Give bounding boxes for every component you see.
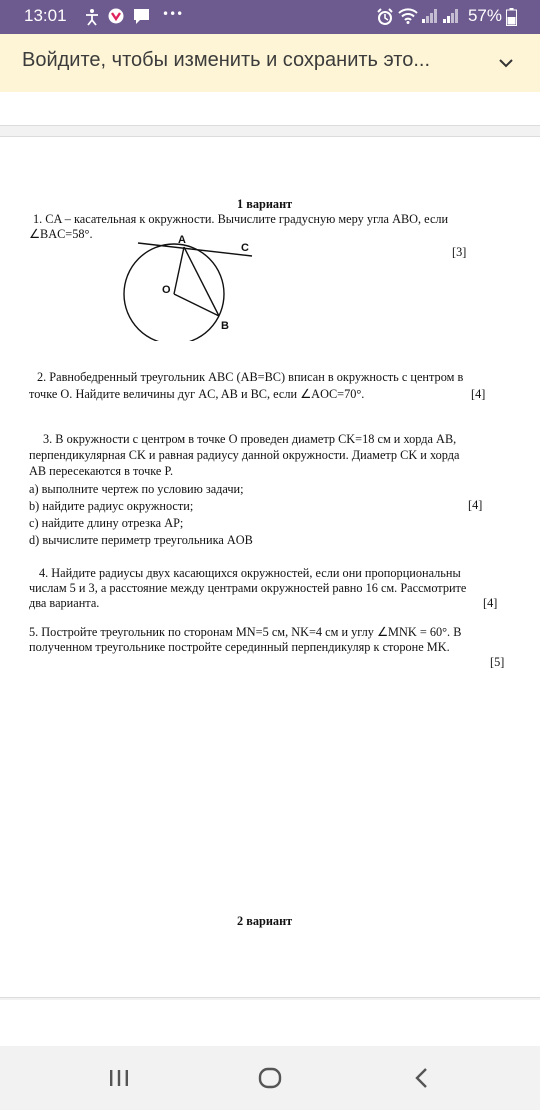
point-a-label: A [178, 234, 186, 246]
page-separator-top [0, 92, 540, 126]
home-button[interactable] [258, 1067, 282, 1093]
question-1-line-1: 1. CA – касательная к окружности. Вычислите градусную меру угла ABO, если [33, 212, 449, 226]
alarm-icon [376, 8, 394, 31]
document-page [0, 136, 540, 998]
question-3-item-b: b) найдите радиус окружности; [29, 499, 194, 513]
question-3-item-d: d) вычислите периметр треугольника AOB [29, 533, 253, 547]
status-time: 13:01 [24, 6, 67, 25]
question-1-line-2: ∠BAC=58°. [29, 227, 93, 241]
more-notifications-indicator: ••• [162, 7, 184, 21]
question-3-item-a: a) выполните чертеж по условию задачи; [29, 482, 244, 496]
radius-oa [174, 247, 184, 294]
question-2-line-1: 2. Равнобедренный треугольник ABC (AB=BC) вписан в окружность с центром в [37, 370, 464, 384]
question-4-line-1: 4. Найдите радиусы двух касающихся окружностей, если они пропорциональны [39, 566, 461, 580]
question-3-line-2: перпендикулярная CK и равная радиусу данной окружности. Диаметр CK и хорда [29, 448, 460, 462]
sign-in-banner[interactable] [0, 34, 540, 92]
question-3-line-1: 3. В окружности с центром в точке O проведен диаметр CK=18 см и хорда AB, [43, 432, 457, 446]
page-separator-bottom [0, 1000, 540, 1046]
message-icon [133, 8, 150, 29]
battery-percent: 57% [467, 6, 502, 25]
question-3-line-3: AB пересекаются в точке P. [29, 464, 174, 478]
question-4-line-3: два варианта. [29, 596, 100, 610]
question-1-figure [120, 231, 270, 341]
variant-2-heading: 2 вариант [237, 914, 293, 928]
navigation-bar [0, 1046, 540, 1110]
variant-1-heading: 1 вариант [237, 197, 293, 211]
question-5-score: [5] [490, 655, 505, 669]
question-5-line-1: 5. Постройте треугольник по сторонам MN=5 см, NK=4 см и углу ∠MNK = 60°. В [29, 625, 462, 639]
sign-in-banner-text[interactable]: Войдите, чтобы изменить и сохранить это... [22, 49, 431, 71]
question-4-score: [4] [483, 596, 498, 610]
question-1-score: [3] [452, 245, 467, 259]
status-bar [0, 0, 540, 34]
signal-icon-sim2 [442, 8, 460, 29]
tangent-line-ca [138, 243, 252, 256]
wifi-icon [398, 8, 418, 29]
accessibility-icon [84, 8, 100, 31]
question-2-score: [4] [471, 387, 486, 401]
signal-icon-sim1 [421, 8, 439, 29]
vivaldi-app-icon [108, 8, 124, 29]
chord-ab [184, 247, 219, 316]
battery-icon [506, 8, 517, 31]
question-4-line-2: числам 5 и 3, а расстояние между центрами окружностей равно 16 см. Рассмотрите [29, 581, 467, 595]
point-c-label: C [241, 242, 249, 254]
point-o-label: O [162, 284, 171, 296]
question-5-line-2: полученном треугольнике постройте серединный перпендикуляр к стороне MK. [29, 640, 450, 654]
question-3-score: [4] [468, 498, 483, 512]
question-2-line-2: точке O. Найдите величины дуг AC, AB и BC, если ∠AOC=70°. [29, 387, 365, 401]
back-button[interactable] [412, 1067, 432, 1093]
chevron-down-icon[interactable] [498, 52, 514, 74]
recent-apps-button[interactable] [108, 1068, 130, 1092]
radius-ob [174, 294, 219, 316]
question-3-item-c: c) найдите длину отрезка AP; [29, 516, 184, 530]
point-b-label: B [221, 320, 229, 332]
